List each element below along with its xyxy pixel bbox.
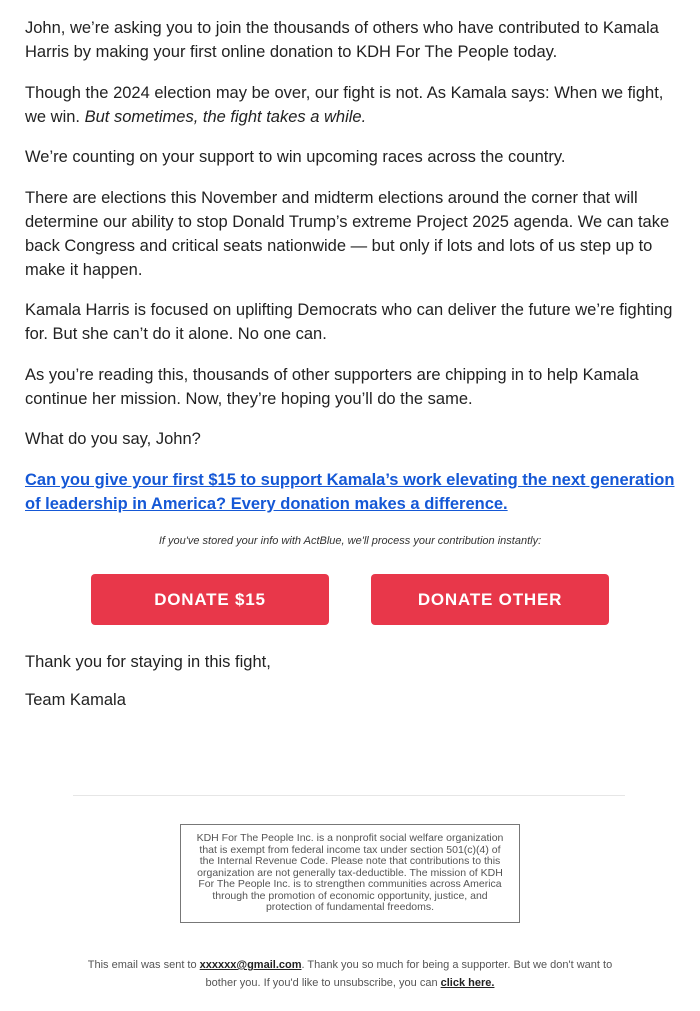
donate-link[interactable]: Can you give your first $15 to support Kamala’s work elevating the next generation of leadership in America? Every donation makes a difference. bbox=[25, 471, 675, 513]
actblue-note: If you've stored your info with ActBlue, we'll process your contribution instantly: bbox=[158, 535, 542, 547]
paragraph-election bbox=[25, 81, 675, 129]
paragraph-intro: John, we’re asking you to join the thousands of others who have contributed to Kamala Harris by making your first online donation to KDH For The People today. bbox=[25, 19, 659, 61]
sign-off-team: Team Kamala bbox=[25, 691, 126, 709]
recipient-email-link[interactable]: xxxxxx@gmail.com bbox=[199, 959, 302, 971]
paragraph-support: We’re counting on your support to win upcoming races across the country. bbox=[25, 148, 566, 166]
footer-divider bbox=[73, 795, 625, 796]
legal-disclaimer: KDH For The People Inc. is a nonprofit social welfare organization that is exempt from federal income tax under section 501(c)(4) of the Internal Revenue Code. Please note that contributions to this organization are not generally tax-deductible. The mission of KDH For The People Inc. is to strengthen communities across America through the promotion of economic opportunity, justice, and protection of fundamental freedoms. bbox=[180, 824, 520, 923]
paragraph-question: What do you say, John? bbox=[25, 430, 201, 448]
paragraph-election-text: Though the 2024 election may be over, our fight is not. As Kamala says: When we fight, we win. bbox=[25, 84, 664, 126]
paragraph-election-italic: But sometimes, the fight takes a while. bbox=[84, 108, 367, 126]
footer-text-start: This email was sent to bbox=[87, 959, 200, 971]
unsubscribe-link[interactable]: click here. bbox=[440, 977, 495, 989]
paragraph-uplifting: Kamala Harris is focused on uplifting Democrats who can deliver the future we’re fighting for. But she can’t do it alone. No one can. bbox=[25, 301, 673, 343]
footer-text-middle: . Thank you so much for being a supporter. But we don't want to bother you. If you'd like to unsubscribe, you can bbox=[205, 959, 613, 989]
donate-15-button[interactable]: DONATE $15 bbox=[91, 574, 329, 625]
sign-off-thanks: Thank you for staying in this fight, bbox=[25, 653, 271, 671]
donate-other-button[interactable]: DONATE OTHER bbox=[371, 574, 609, 625]
footer-text bbox=[75, 956, 625, 992]
paragraph-midterms: There are elections this November and midterm elections around the corner that will determine our ability to stop Donald Trump’s extreme Project 2025 agenda. We can take back Congress and critical seats nationwide — but only if lots and lots of us step up to make it happen. bbox=[25, 189, 670, 279]
paragraph-supporters: As you’re reading this, thousands of other supporters are chipping in to help Kamala continue her mission. Now, they’re hoping you’ll do the same. bbox=[25, 366, 639, 408]
